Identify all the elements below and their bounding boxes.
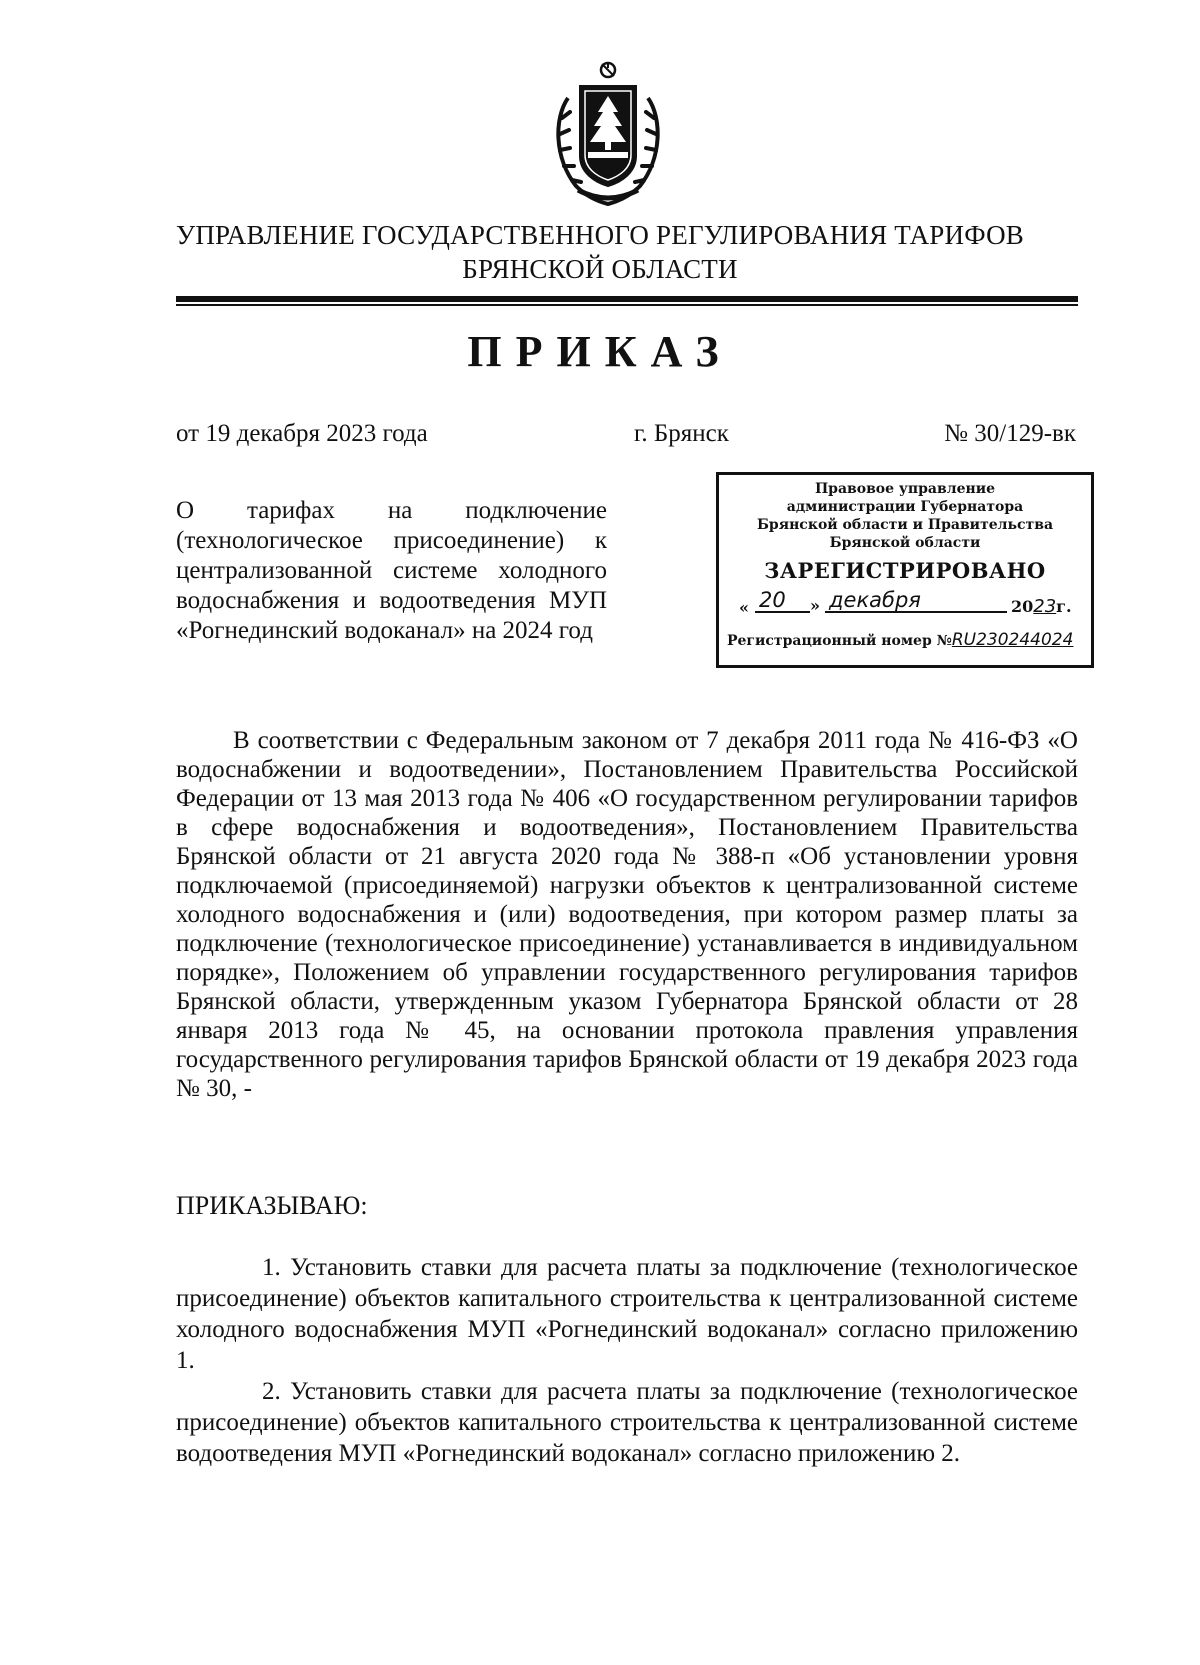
order-number: № 30/129-вк bbox=[944, 420, 1076, 447]
stamp-reg-number-handwritten: RU230244024 bbox=[951, 630, 1074, 650]
stamp-date bbox=[719, 588, 1091, 622]
order-directive-word: ПРИКАЗЫВАЮ: bbox=[176, 1191, 368, 1220]
stamp-org-line: Брянской области bbox=[829, 535, 981, 551]
registration-stamp bbox=[716, 472, 1094, 668]
stamp-close-quote: » bbox=[810, 596, 820, 615]
stamp-org-line: Правовое управление bbox=[814, 481, 996, 497]
stamp-day-handwritten: 20 bbox=[759, 588, 786, 612]
stamp-registration-number bbox=[719, 630, 1091, 651]
order-preamble: В соответствии с Федеральным законом от 7 декабря 2011 года № 416-ФЗ «О водоснабжении и водоотведении», Постановлением Правительства Российской Федерации от 13 мая 2013 года № 406 «О государственном регулировании тарифов в сфере водоснабжения и водоотведения», Постановлением Правительства Брянской области от 21 августа 2020 года № 388-п «Об установлении уровня подключаемой (присоединяемой) нагрузки объектов к централизованной системе холодного водоснабжения и (или) водоотведения, при котором размер платы за подключение (технологическое присоединение) устанавливается в индивидуальном порядке», Положением об управлении государственного регулирования тарифов Брянской области, утвержденным указом Губернатора Брянской области от 28 января 2013 года № 45, на основании протокола правления управления государственного регулирования тарифов Брянской области от 19 декабря 2023 года № 30, - bbox=[176, 727, 1078, 1102]
coat-of-arms-emblem bbox=[548, 58, 668, 206]
stamp-registered-label: ЗАРЕГИСТРИРОВАНО bbox=[764, 558, 1046, 583]
document-type-title: ПРИКАЗ bbox=[467, 327, 733, 376]
order-city: г. Брянск bbox=[634, 420, 729, 447]
header-divider-thick bbox=[176, 296, 1078, 302]
order-item: 1. Установить ставки для расчета платы за подключение (технологическое присоединение) объектов капитального строительства к централизованной системе холодного водоснабжения МУП «Рогнединский водоканал» согласно приложению 1. bbox=[176, 1254, 1078, 1374]
header-divider-thin bbox=[176, 304, 1078, 306]
stamp-year-handwritten: 23 bbox=[1033, 596, 1057, 617]
stamp-organization bbox=[719, 480, 1091, 552]
stamp-year-postfix: г. bbox=[1056, 597, 1072, 616]
order-subject: О тарифах на подключение (технологическое присоединение) к централизованной системе холодного водоснабжения и водоотведения МУП «Рогнединский водоканал» на 2024 год bbox=[176, 497, 607, 644]
stamp-org-line: администрации Губернатора bbox=[786, 499, 1024, 515]
stamp-open-quote: « bbox=[739, 598, 749, 617]
order-item: 2. Установить ставки для расчета платы за подключение (технологическое присоединение) объектов капитального строительства к централизованной системе водоотведения МУП «Рогнединский водоканал» согласно приложению 2. bbox=[176, 1378, 1078, 1467]
order-date: от 19 декабря 2023 года bbox=[176, 420, 428, 447]
stamp-year bbox=[1011, 596, 1072, 617]
organization-name-line-1: УПРАВЛЕНИЕ ГОСУДАРСТВЕННОГО РЕГУЛИРОВАНИЯ ТАРИФОВ bbox=[176, 220, 1024, 250]
stamp-org-line: Брянской области и Правительства bbox=[756, 517, 1054, 533]
stamp-month-handwritten: декабря bbox=[829, 588, 921, 612]
organization-name-line-2: БРЯНСКОЙ ОБЛАСТИ bbox=[462, 254, 738, 284]
stamp-reg-label: Регистрационный номер № bbox=[727, 633, 952, 649]
stamp-year-prefix: 20 bbox=[1011, 597, 1034, 616]
